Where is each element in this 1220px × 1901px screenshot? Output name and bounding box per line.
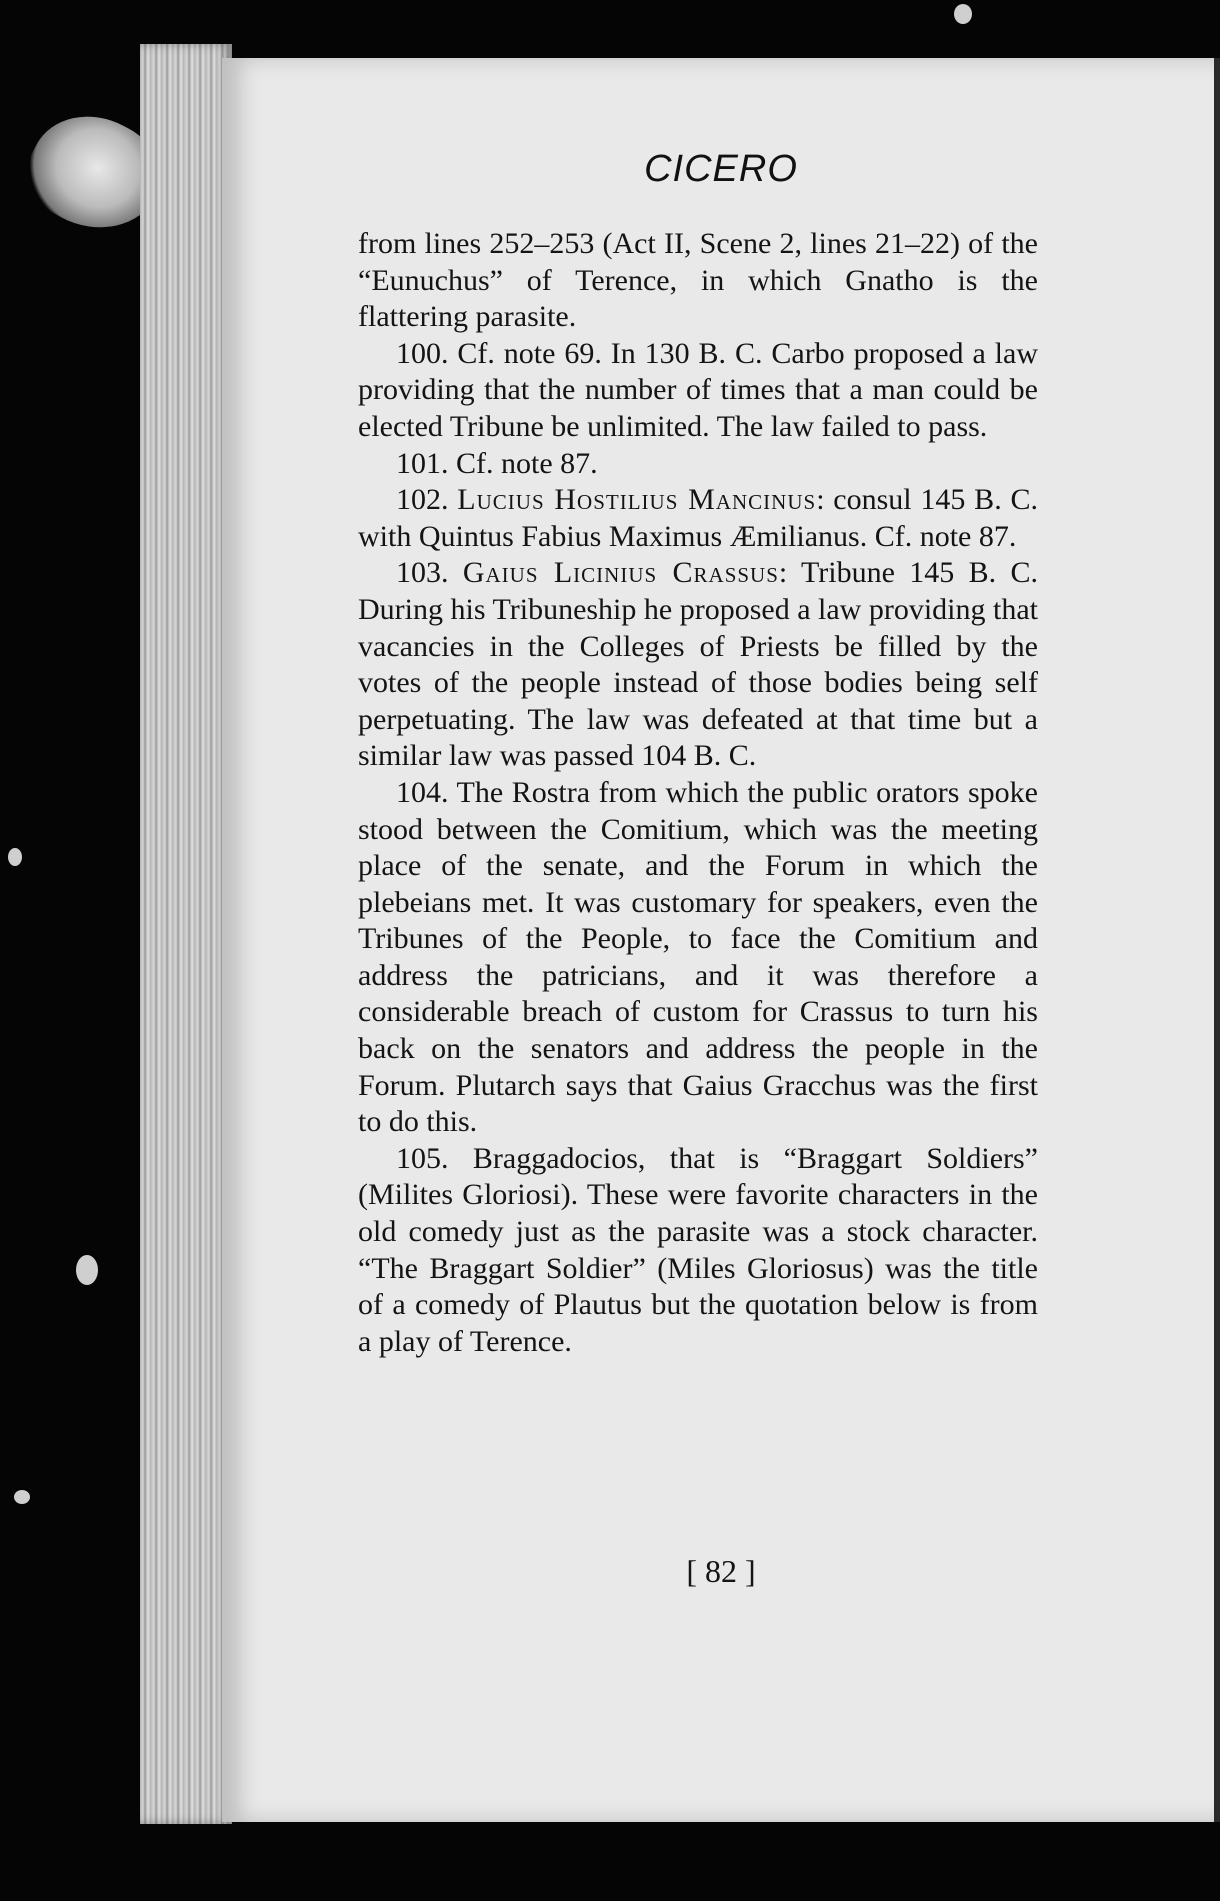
running-head: CICERO	[644, 148, 798, 190]
speck	[14, 1490, 30, 1504]
note-text: : consul 145 B. C. with Quintus Fabius Maximus Æmilianus. Cf. note 87.	[358, 483, 1038, 553]
note-104: 104. The Rostra from which the public orators spoke stood between the Comitium, which was the meeting place of the senate, and the Forum in which the plebeians met. It was customary for speakers, even the Tribunes of the People, to face the Comitium and address the patricians, and it was therefore a considerable breach of custom for Crassus to turn his back on the senators and address the people in the Forum. Plutarch says that Gaius Gracchus was the first to do this.	[358, 775, 1038, 1139]
person-name: Lucius Hostilius Mancinus	[457, 483, 817, 517]
speck	[954, 4, 972, 24]
note-99-continuation: from lines 252–253 (Act II, Scene 2, lines 21–22) of the “Eunuchus” of Terence, in which Gnatho is the flattering parasite.	[358, 227, 1038, 334]
speck	[8, 848, 22, 866]
note-105: 105. Braggadocios, that is “Braggart Soldiers” (Milites Gloriosi). These were favorite characters in the old comedy just as the parasite was a stock character. “The Braggart Soldier” (Miles Gloriosus) was the title of a comedy of Plautus but the quotation below is from a play of Terence.	[358, 1141, 1038, 1358]
note-100: 100. Cf. note 69. In 130 B. C. Carbo proposed a law providing that the number of times that a man could be elected Tribune be unlimited. The law failed to pass.	[358, 336, 1038, 443]
note-number: 102.	[396, 483, 449, 517]
note-text: : Tribune 145 B. C. During his Tribuneship he proposed a law providing that vacancies in the Colleges of Priests be filled by the votes of the people instead of those bodies being self perpetuating. The law was defeated at that time but a similar law was passed 104 B. C.	[358, 556, 1038, 773]
page-number: [ 82 ]	[686, 1553, 756, 1589]
page-edges	[140, 44, 232, 1824]
person-name: Gaius Licinius Crassus	[462, 556, 779, 590]
note-102	[358, 482, 1038, 555]
speck	[76, 1255, 98, 1285]
note-101: 101. Cf. note 87.	[396, 446, 598, 480]
note-103	[358, 555, 1038, 775]
notes-text	[358, 226, 1038, 1360]
note-number: 103.	[396, 556, 449, 590]
